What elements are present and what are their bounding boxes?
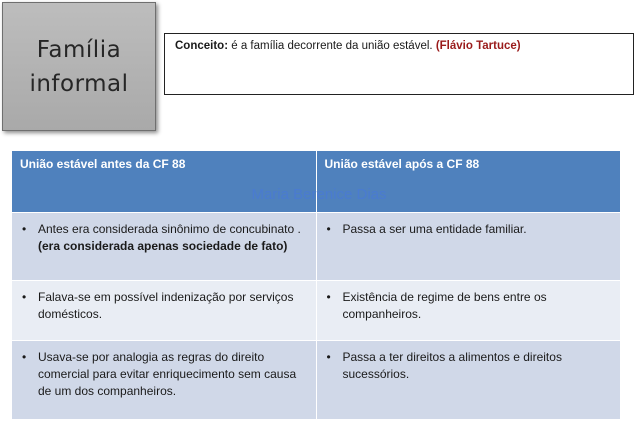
bullet-icon: • xyxy=(22,222,27,236)
title-line-1: Família xyxy=(36,36,122,63)
watermark-author: Maria Berenice Dias xyxy=(251,186,387,203)
cell-bold-text: (era considerada apenas sociedade de fato) xyxy=(38,239,288,253)
title-line-2: informal xyxy=(29,70,129,97)
cell-text: Passa a ter direitos a alimentos e direitos sucessórios. xyxy=(342,350,562,381)
table-row xyxy=(12,281,621,341)
table-header-row xyxy=(12,151,621,213)
concept-label: Conceito: xyxy=(175,40,229,52)
concept-author: (Flávio Tartuce) xyxy=(435,40,521,52)
cell-text: Existência de regime de bens entre os companheiros. xyxy=(342,290,547,321)
table-row xyxy=(12,341,621,420)
bullet-icon: • xyxy=(22,350,27,364)
title-box xyxy=(2,2,156,131)
cell-text: Usava-se por analogia as regras do direito comercial para evitar enriquecimento sem causa de um dos companheiros. xyxy=(38,350,297,398)
bullet-icon: • xyxy=(22,290,27,304)
table-cell-after xyxy=(316,213,621,281)
comparison-table xyxy=(11,150,621,420)
table-cell-before xyxy=(12,213,317,281)
cell-text: Passa a ser uma entidade familiar. xyxy=(342,222,527,236)
bullet-icon: • xyxy=(326,290,331,304)
header-after-cf88: União estável após a CF 88 xyxy=(316,151,621,213)
table-cell-after xyxy=(316,341,621,420)
bullet-icon: • xyxy=(326,350,331,364)
cell-text: Falava-se em possível indenização por serviços domésticos. xyxy=(38,290,294,321)
table-cell-after xyxy=(316,281,621,341)
table-cell-before xyxy=(12,341,317,420)
concept-text: é a família decorrente da união estável. xyxy=(228,40,433,52)
header-before-cf88: União estável antes da CF 88 xyxy=(12,151,317,213)
table-row xyxy=(12,213,621,281)
cell-text: Antes era considerada sinônimo de concubinato . xyxy=(38,222,301,236)
bullet-icon: • xyxy=(326,222,331,236)
concept-box xyxy=(164,33,634,95)
table-cell-before xyxy=(12,281,317,341)
